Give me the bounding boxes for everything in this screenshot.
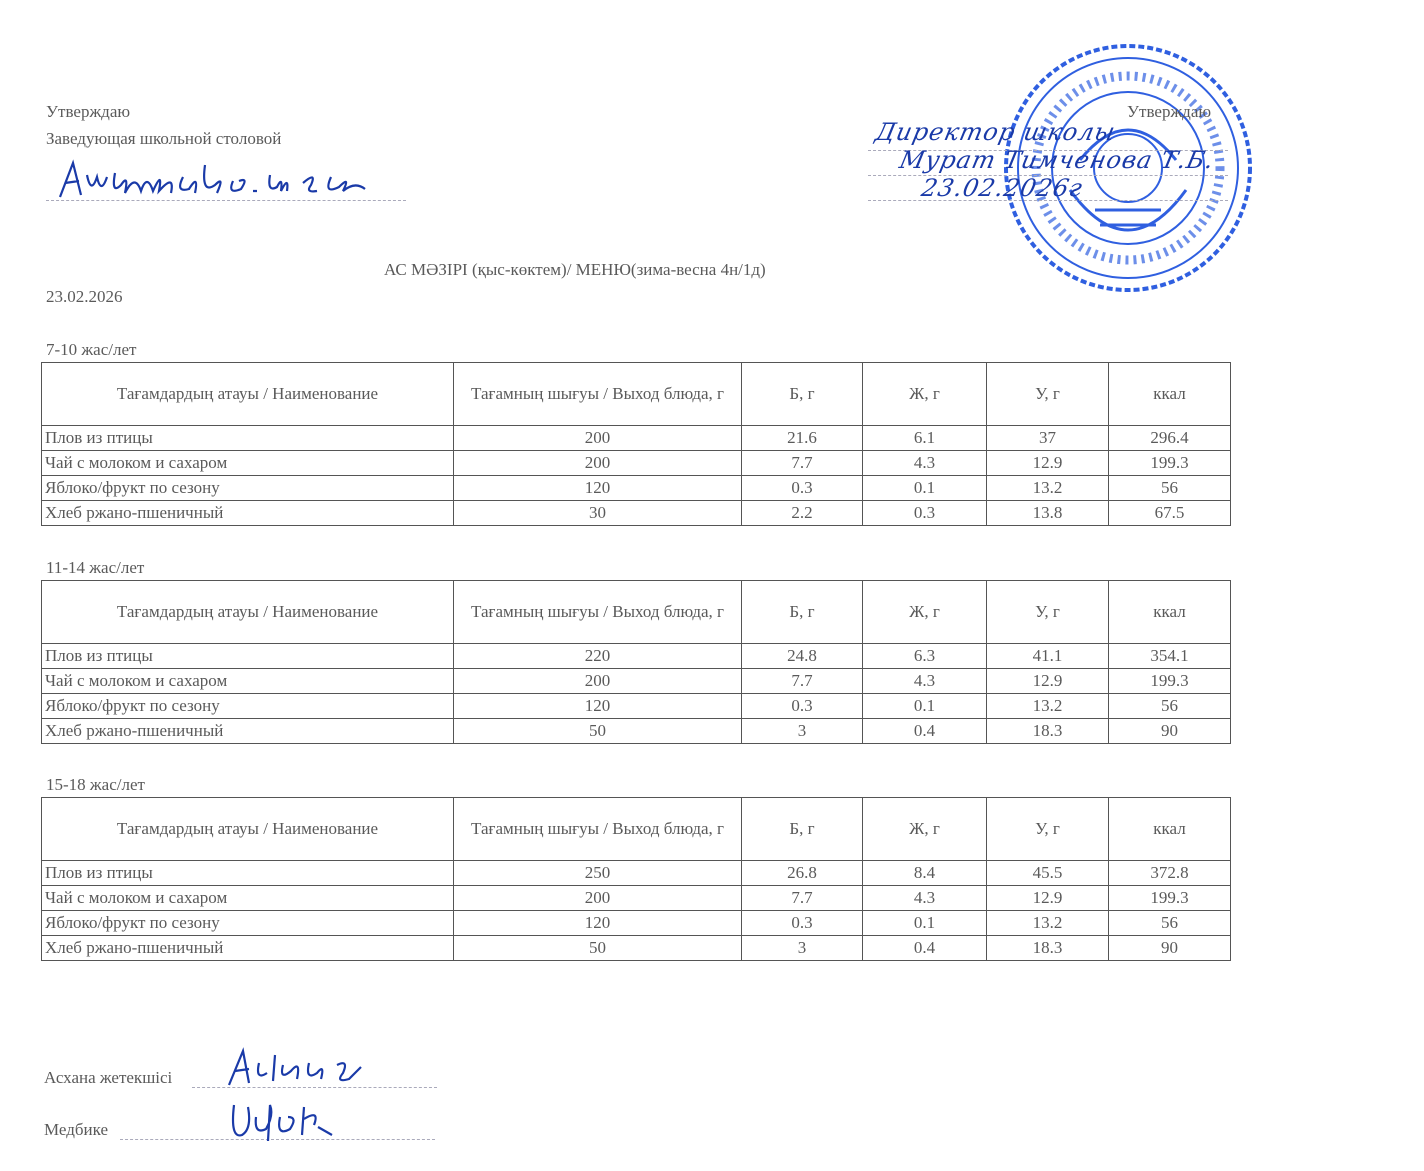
value-cell: 6.1 [863,426,987,451]
dish-name-cell: Чай с молоком и сахаром [42,669,454,694]
value-cell: 56 [1109,911,1231,936]
menu-table [41,362,1231,526]
value-cell: 12.9 [987,451,1109,476]
value-cell: 354.1 [1109,644,1231,669]
value-cell: 26.8 [742,861,863,886]
value-cell: 13.2 [987,694,1109,719]
value-cell: 372.8 [1109,861,1231,886]
column-header: У, г [987,363,1109,426]
value-cell: 24.8 [742,644,863,669]
approve-label-left: Утверждаю [46,102,131,121]
table-header-row [42,798,1231,861]
column-header: Тағамның шығуы / Выход блюда, г [454,798,742,861]
value-cell: 4.3 [863,886,987,911]
dish-name-cell: Хлеб ржано-пшеничный [42,936,454,961]
value-cell: 0.3 [742,911,863,936]
value-cell: 0.4 [863,936,987,961]
value-cell: 199.3 [1109,886,1231,911]
value-cell: 50 [454,936,742,961]
menu-table [41,797,1231,961]
value-cell: 220 [454,644,742,669]
table-row [42,911,1231,936]
value-cell: 18.3 [987,719,1109,744]
dish-name-cell: Чай с молоком и сахаром [42,451,454,476]
table-row [42,476,1231,501]
table-row [42,861,1231,886]
table-row [42,644,1231,669]
value-cell: 0.1 [863,476,987,501]
value-cell: 120 [454,476,742,501]
dish-name-cell: Хлеб ржано-пшеничный [42,719,454,744]
value-cell: 120 [454,694,742,719]
page-title: АС МӘЗІРІ (қыс-көктем)/ МЕНЮ(зима-весна 4н/1д) [384,260,766,279]
value-cell: 199.3 [1109,669,1231,694]
dish-name-cell: Яблоко/фрукт по сезону [42,694,454,719]
column-header: ккал [1109,581,1231,644]
dish-name-cell: Яблоко/фрукт по сезону [42,476,454,501]
column-header: Б, г [742,798,863,861]
value-cell: 12.9 [987,669,1109,694]
table-row [42,694,1231,719]
position-label: Заведующая школьной столовой [46,129,282,148]
value-cell: 200 [454,451,742,476]
table-row [42,451,1231,476]
value-cell: 2.2 [742,501,863,526]
age-group-label: 15-18 жас/лет [46,775,145,794]
value-cell: 30 [454,501,742,526]
value-cell: 67.5 [1109,501,1231,526]
value-cell: 4.3 [863,451,987,476]
column-header: Б, г [742,363,863,426]
table-row [42,719,1231,744]
value-cell: 199.3 [1109,451,1231,476]
value-cell: 200 [454,886,742,911]
column-header: Ж, г [863,798,987,861]
value-cell: 200 [454,669,742,694]
dish-name-cell: Плов из птицы [42,644,454,669]
value-cell: 13.8 [987,501,1109,526]
dish-name-cell: Плов из птицы [42,861,454,886]
column-header: У, г [987,798,1109,861]
value-cell: 120 [454,911,742,936]
value-cell: 13.2 [987,911,1109,936]
table-row [42,936,1231,961]
value-cell: 18.3 [987,936,1109,961]
value-cell: 7.7 [742,886,863,911]
column-header: Тағамның шығуы / Выход блюда, г [454,581,742,644]
value-cell: 13.2 [987,476,1109,501]
value-cell: 0.3 [863,501,987,526]
menu-date: 23.02.2026 [46,287,123,306]
table-row [42,886,1231,911]
value-cell: 41.1 [987,644,1109,669]
value-cell: 0.1 [863,694,987,719]
column-header: Тағамның шығуы / Выход блюда, г [454,363,742,426]
value-cell: 50 [454,719,742,744]
column-header: Ж, г [863,581,987,644]
dish-name-cell: Хлеб ржано-пшеничный [42,501,454,526]
value-cell: 6.3 [863,644,987,669]
value-cell: 90 [1109,936,1231,961]
chef-signature [225,1045,375,1090]
value-cell: 56 [1109,476,1231,501]
column-header: Тағамдардың атауы / Наименование [42,363,454,426]
value-cell: 200 [454,426,742,451]
approve-label-right: Утверждаю [1127,102,1212,121]
table-row [42,669,1231,694]
column-header: ккал [1109,798,1231,861]
director-signature-line-1: Директор школы [873,118,1119,146]
value-cell: 45.5 [987,861,1109,886]
column-header: Б, г [742,581,863,644]
value-cell: 0.4 [863,719,987,744]
age-group-label: 11-14 жас/лет [46,558,145,577]
value-cell: 37 [987,426,1109,451]
column-header: Тағамдардың атауы / Наименование [42,798,454,861]
dish-name-cell: Чай с молоком и сахаром [42,886,454,911]
menu-table [41,580,1231,744]
dish-name-cell: Плов из птицы [42,426,454,451]
age-group-label: 7-10 жас/лет [46,340,137,359]
column-header: ккал [1109,363,1231,426]
column-header: Тағамдардың атауы / Наименование [42,581,454,644]
table-row [42,501,1231,526]
director-signature-line-2: Мурат Тимченова Т.Б. [897,146,1218,174]
value-cell: 0.1 [863,911,987,936]
value-cell: 7.7 [742,669,863,694]
value-cell: 0.3 [742,694,863,719]
value-cell: 3 [742,719,863,744]
value-cell: 250 [454,861,742,886]
nurse-signature [228,1095,348,1145]
dish-name-cell: Яблоко/фрукт по сезону [42,911,454,936]
nurse-label: Медбике [44,1120,108,1139]
table-row [42,426,1231,451]
value-cell: 4.3 [863,669,987,694]
chef-label: Асхана жетекшісі [44,1068,173,1087]
director-signature-line-3: 23.02.2026г [919,174,1086,202]
value-cell: 8.4 [863,861,987,886]
column-header: Ж, г [863,363,987,426]
value-cell: 12.9 [987,886,1109,911]
value-cell: 0.3 [742,476,863,501]
table-header-row [42,581,1231,644]
column-header: У, г [987,581,1109,644]
table-header-row [42,363,1231,426]
signature-left [55,155,455,205]
value-cell: 21.6 [742,426,863,451]
value-cell: 296.4 [1109,426,1231,451]
value-cell: 56 [1109,694,1231,719]
value-cell: 90 [1109,719,1231,744]
value-cell: 7.7 [742,451,863,476]
value-cell: 3 [742,936,863,961]
